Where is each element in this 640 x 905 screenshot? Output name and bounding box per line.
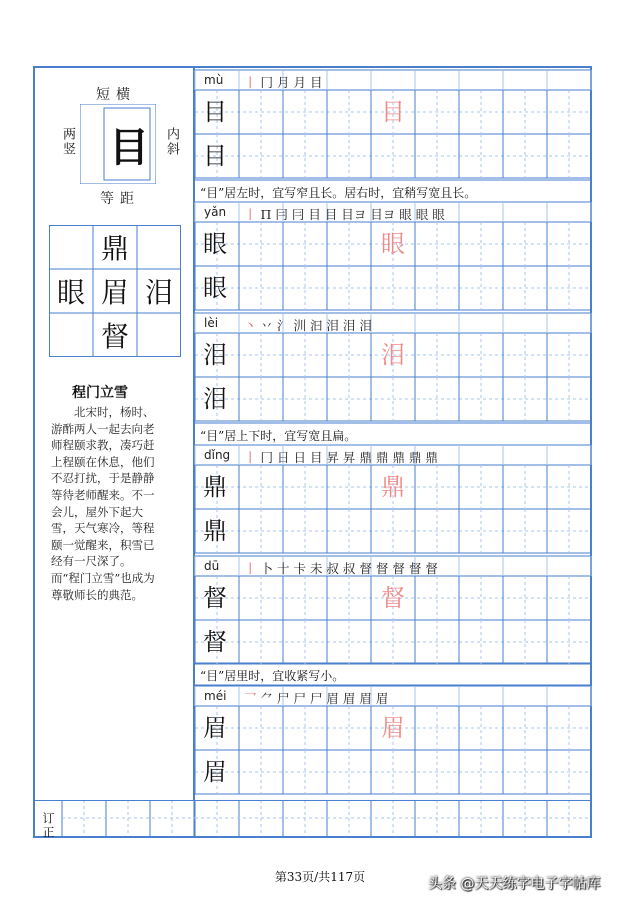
stroke-step: 乛 [244,691,261,706]
stroke-step: 鼎 [408,450,426,465]
label-top: 短横 [96,87,136,103]
stroke-step: 督 [425,561,438,576]
stroke-order-5 [244,689,388,707]
stroke-step: 泪 [326,318,343,333]
stroke-step: 丷 [260,318,277,333]
stroke-step: 目 [309,450,327,465]
pinyin-3: dǐng [204,448,231,462]
grid-char-right: 泪 [144,276,173,309]
stroke-step: 昇 [342,450,360,465]
practice-char-1-0: 眼 [203,230,227,258]
practice-char-3-0: 鼎 [203,473,227,501]
stroke-step: 丨 [244,561,261,576]
stroke-step: 督 [359,561,376,576]
stroke-step: 目 [308,207,325,222]
stroke-step: 卜 [260,561,277,576]
stroke-step: 冃 [291,207,309,222]
trace-char-4: 督 [381,584,405,612]
stroke-step: 丨 [244,450,261,465]
stroke-step: 日 [276,450,294,465]
stroke-step: 目 [324,207,342,222]
practice-char-0-0: 目 [203,98,227,126]
correction-divider [35,800,590,801]
practice-char-2-0: 泪 [203,341,227,369]
stroke-step: ⺈ [260,691,277,706]
pinyin-0: mù [204,73,224,87]
grid-char-bottom: 督 [100,320,129,353]
stroke-step: 冂 [260,75,277,90]
grid-char-left: 眼 [56,276,85,309]
note-1: “目”居左时，宜写窄且长。居右时，宜稍写宽且长。 [200,186,477,200]
practice-char-0-1: 目 [203,142,227,170]
watermark: 头条 @天天练字电子字帖库 [428,876,601,892]
practice-char-2-1: 泪 [203,385,227,413]
stroke-order-0 [244,73,322,91]
stroke-step: 眼 [415,207,433,222]
trace-char-3: 鼎 [381,473,405,501]
story-title: 程门立雪 [72,385,128,401]
stroke-step: 尸 [293,691,310,706]
stroke-step: 鼎 [375,450,393,465]
stroke-step: 泪 [342,318,360,333]
practice-char-5-0: 眉 [203,714,227,742]
stroke-step: 督 [392,561,409,576]
stroke-step: 汌 [293,318,310,333]
stroke-step: 鼎 [425,450,438,465]
stroke-step: 月 [293,75,310,90]
page-number: 第33页/共117页 [274,870,366,884]
label-right: 内斜 [164,127,179,157]
note-2: “目”居上下时，宜写宽且扁。 [200,429,357,443]
stroke-order-4 [244,559,438,577]
stroke-step: П [260,207,276,222]
stroke-step: 十 [276,561,294,576]
stroke-step: 尸 [309,691,327,706]
stroke-step: 氵 [276,318,294,333]
stroke-step: 尸 [276,691,294,706]
stroke-order-2 [244,316,372,334]
stroke-step: 泪 [359,318,372,333]
stroke-step: 丨 [244,207,261,222]
trace-char-1: 眼 [381,230,405,258]
pinyin-2: lèi [204,316,219,330]
stroke-step: 叔 [326,561,343,576]
practice-char-3-1: 鼎 [203,517,227,545]
stroke-step: 丨 [244,75,261,90]
correction-label: 订正 [41,812,55,840]
practice-char-4-1: 督 [203,628,227,656]
trace-char-0: 目 [381,98,405,126]
practice-char-5-1: 眉 [203,758,227,786]
stroke-order-3 [244,448,438,466]
stroke-step: 目ヨ [370,207,400,222]
note-3: “目”居里时，宜收紧写小。 [200,669,345,683]
stroke-step: 眉 [375,691,389,706]
stroke-step: 眉 [326,691,343,706]
stroke-step: 冂 [260,450,277,465]
stroke-step: 汩 [309,318,327,333]
grid-char-top: 鼎 [100,232,129,265]
stroke-step: 督 [408,561,426,576]
model-char: 目 [109,124,149,171]
trace-char-5: 眉 [381,714,405,742]
stroke-step: 叔 [342,561,360,576]
stroke-step: 日 [293,450,310,465]
stroke-step: 眉 [342,691,360,706]
stroke-order-1 [244,205,445,223]
practice-char-4-0: 督 [203,584,227,612]
stroke-step: 昇 [326,450,343,465]
stroke-step: 目ヨ [341,207,371,222]
stroke-step: 卡 [293,561,310,576]
stroke-step: 督 [375,561,393,576]
stroke-step: 冃 [275,207,292,222]
trace-char-2: 泪 [381,341,405,369]
label-bottom: 等距 [100,191,140,207]
pinyin-1: yǎn [204,205,227,219]
stroke-step: 目 [309,75,323,90]
pinyin-4: dū [204,559,220,573]
practice-char-1-1: 眼 [203,274,227,302]
stroke-step: 月 [276,75,294,90]
stroke-step: 鼎 [392,450,409,465]
stroke-step: 鼎 [359,450,376,465]
stroke-step: 眼 [432,207,445,222]
stroke-step: 眼 [399,207,416,222]
stroke-step: 丶 [244,318,261,333]
stroke-step: 未 [309,561,327,576]
story-text: 北宋时，杨时、游酢两人一起去向老师程颐求教，凑巧赶上程颐在休息，他们不忍打扰，于是静静等待老师醒来。不一会儿，屋外下起大雪，天气寒冷，等程颐一觉醒来，积雪已经有一尺深了。而“程门立雪”也成为尊敬师长的典范。 [51,405,155,602]
stroke-step: 眉 [359,691,376,706]
label-left: 两竖 [60,127,75,157]
grid-char-center: 眉 [100,276,129,309]
pinyin-5: méi [204,689,227,703]
